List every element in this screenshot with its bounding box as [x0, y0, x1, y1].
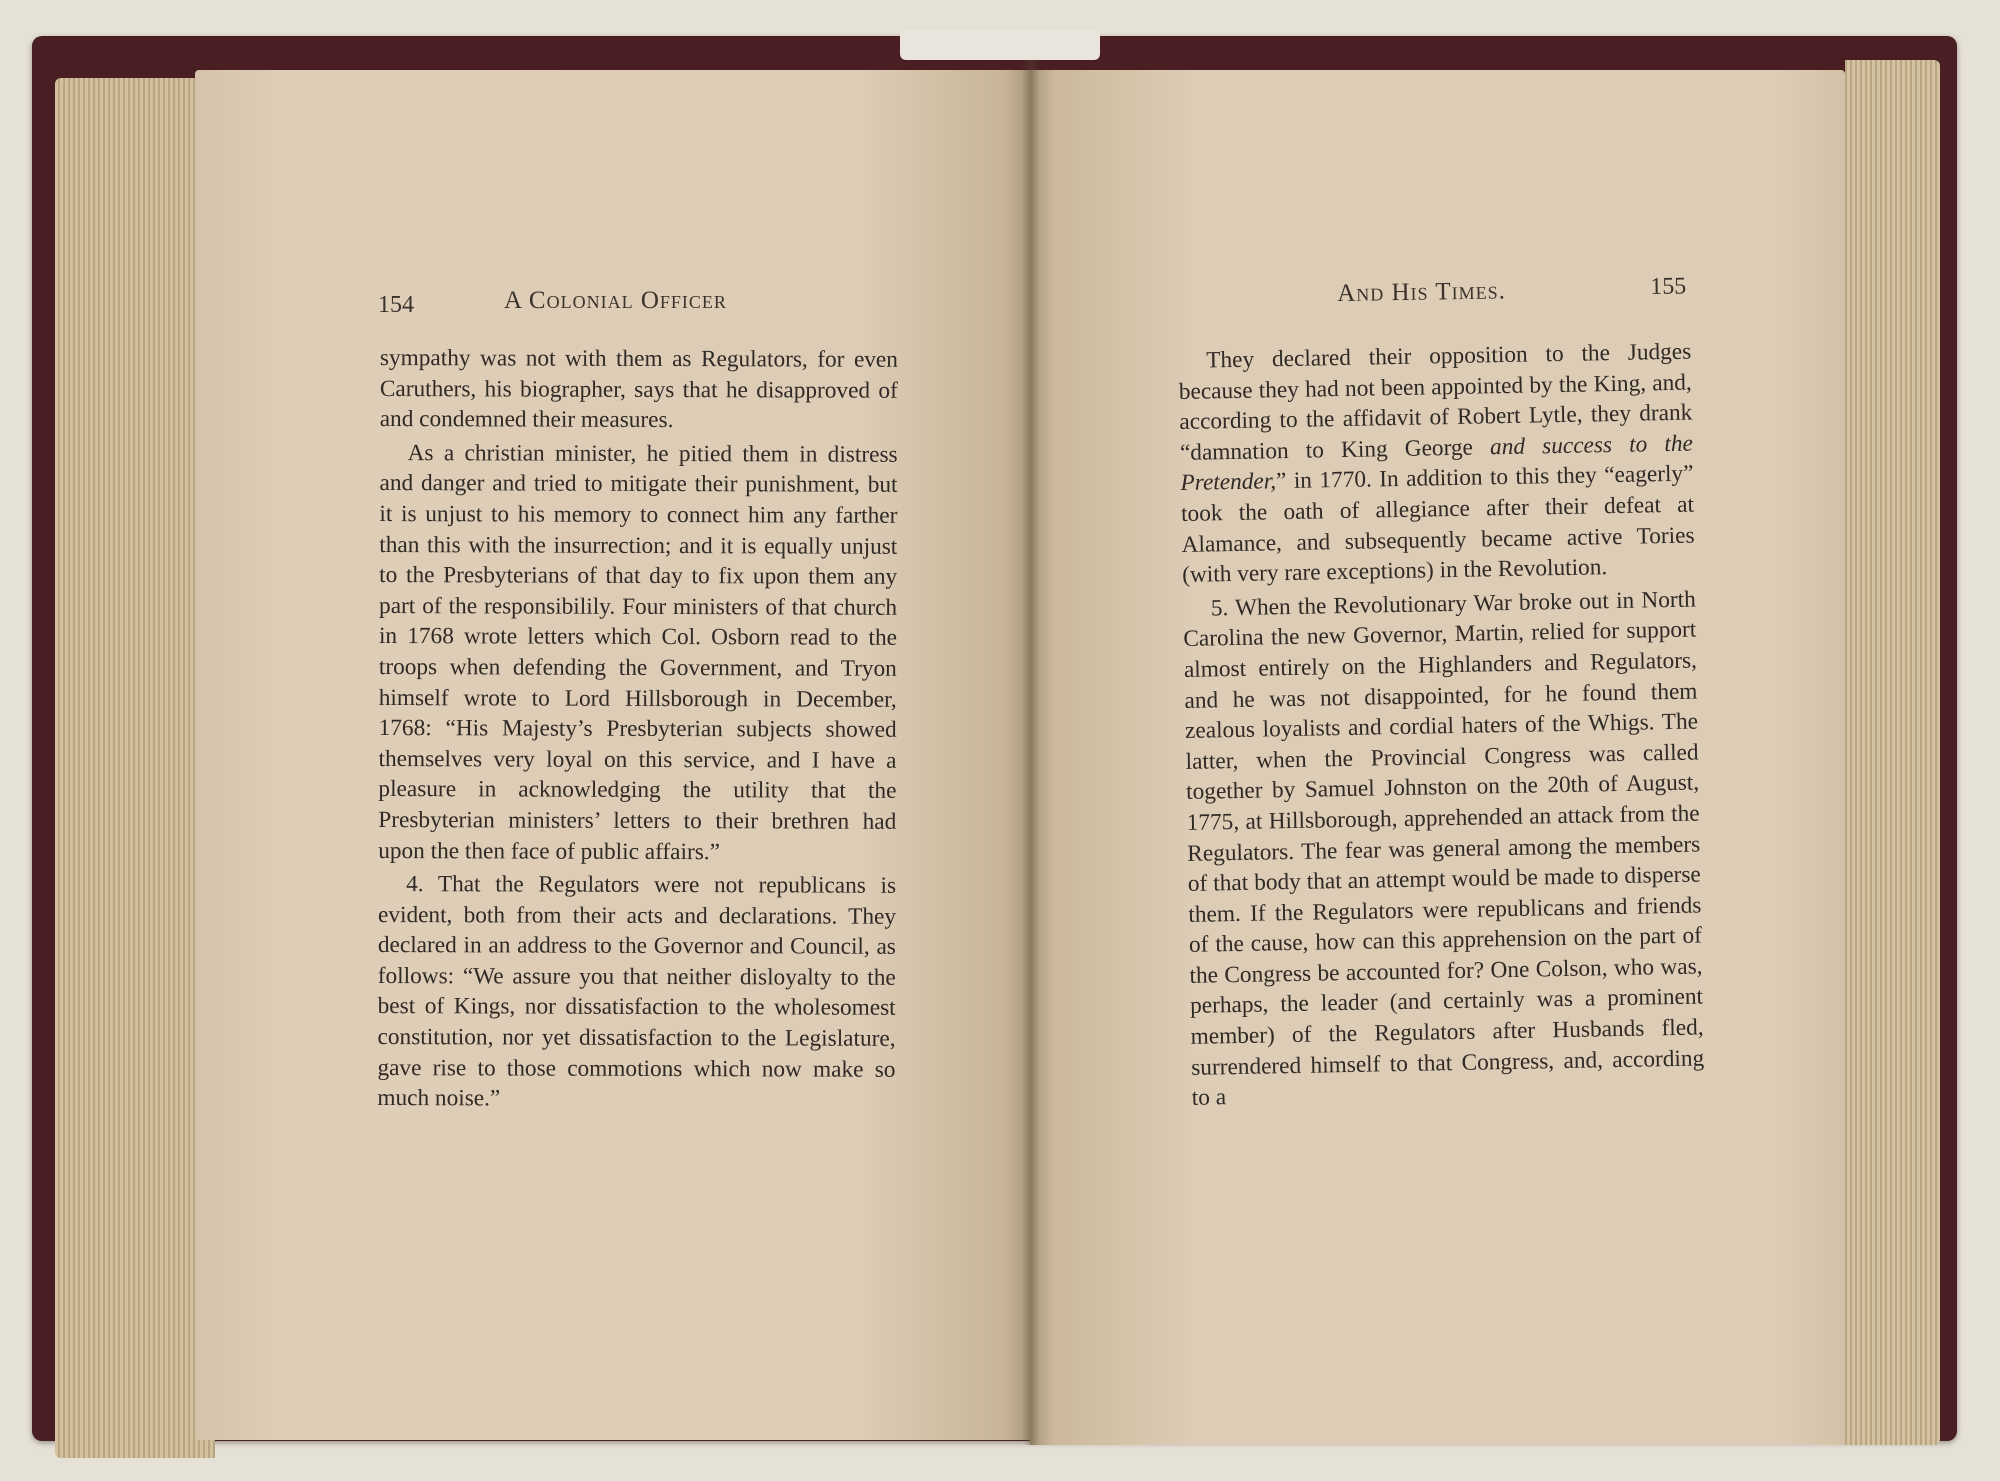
right-page-body	[1178, 337, 1705, 1114]
left-paragraph-2: As a christian minister, he pitied them in distress and danger and tried to mitigate their punishment, but it is unjust to his memory to connect him any farther than this with the insurrection; and it is equally unjust to the Presbyterians of that day to fix upon them any part of the responsibilily. Four ministers of that church in 1768 wrote letters which Col. Osborn read to the troops when defending the Government, and Tryon himself wrote to Lord Hillsborough in December, 1768: “His Majesty’s Presbyterian subjects showed themselves very loyal on this service, and I have a pleasure in acknowledging the utility that the Presbyterian ministers’ letters to their brethren had upon the then face of public affairs.”	[378, 439, 898, 865]
right-paragraph-1-text-b: ” in 1770. In addition to this they “eagerly” took the oath of allegiance after their defeat at Alamance, and subsequently became active Tories (with very rare exceptions) in the Revolution.	[1180, 460, 1695, 589]
right-paragraph-1	[1178, 337, 1695, 591]
book-gutter	[1022, 60, 1040, 1445]
left-running-head: A Colonial Officer	[504, 287, 727, 314]
right-page-number: 155	[1650, 273, 1687, 300]
right-paragraph-1-italic: and success to the Pretender,	[1180, 430, 1694, 497]
left-paragraph-1: sympathy was not with them as Regulators, for even Caruthers, his biographer, says that he disapproved of and condemned their measures.	[379, 345, 898, 434]
page-edges-right	[1845, 60, 1940, 1445]
page-edges-left	[55, 78, 215, 1458]
left-page-number: 154	[378, 292, 414, 318]
right-paragraph-1-text-a: They declared their opposition to the Judges because they had not been appointed by the King, and, according to the affidavit of Robert Lytle, they drank “damnation to King George	[1178, 338, 1693, 466]
spine-top	[900, 30, 1100, 60]
left-paragraph-3: 4. That the Regulators were not republicans is evident, both from their acts and declarations. They declared in an address to the Governor and Council, as follows: “We assure you that neither disloyalty to the best of Kings, nor dissatisfaction to the wholesomest constitution, nor yet dissatisfaction to the Legislature, gave rise to those commotions which now make so much noise.”	[377, 871, 897, 1112]
right-running-head: And His Times.	[1337, 277, 1507, 307]
left-page-body	[377, 343, 898, 1116]
right-paragraph-2: 5. When the Revolutionary War broke out in North Carolina the new Governor, Martin, relied for support almost entirely on the Highlanders and Regulators, and he was not disappointed, for he found them zealous loyalists and cordial haters of the Whigs. The latter, when the Provincial Congress was called together by Samuel Johnston on the 20th of August, 1775, at Hillsborough, apprehended an attack from the Regulators. The fear was general among the members of that body that an attempt would be made to disperse them. If the Regulators were republicans and friends of the cause, how can this apprehension on the part of the Congress be accounted for? One Colson, who was, perhaps, the leader (and certainly was a prominent member) of the Regulators after Husbands fled, surrendered himself to that Congress, and, according to a	[1183, 586, 1705, 1112]
